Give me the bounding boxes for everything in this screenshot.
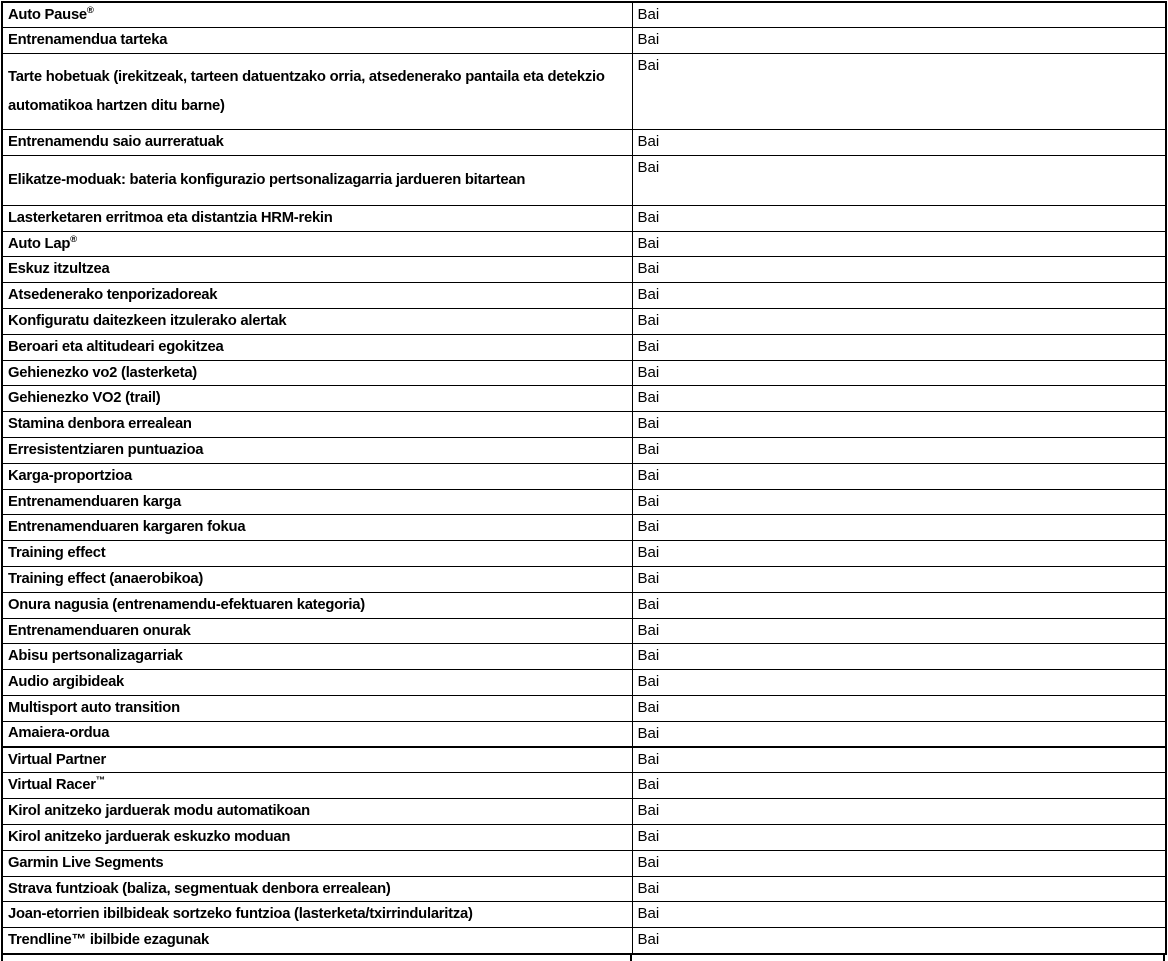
availability-cell (632, 644, 1166, 670)
feature-label: Elikatze-moduak: bateria konfigurazio pertsonalizagarria jardueren bitartean (8, 171, 526, 188)
feature-cell (2, 541, 632, 567)
table-row (2, 205, 1166, 231)
availability-value: Bai (637, 234, 660, 252)
feature-cell (2, 334, 632, 360)
feature-comparison-table (1, 1, 1167, 955)
availability-cell (632, 670, 1166, 696)
availability-value: Bai (637, 363, 660, 381)
table-row (2, 618, 1166, 644)
availability-value: Bai (637, 853, 660, 871)
availability-cell (632, 799, 1166, 825)
table-row (2, 231, 1166, 257)
table-row (2, 28, 1166, 54)
availability-cell (632, 773, 1166, 799)
feature-cell (2, 618, 632, 644)
availability-cell (632, 515, 1166, 541)
availability-cell (632, 489, 1166, 515)
availability-value: Bai (637, 595, 660, 613)
availability-cell (632, 334, 1166, 360)
availability-cell (632, 412, 1166, 438)
availability-value: Bai (637, 31, 660, 49)
table-row (2, 773, 1166, 799)
availability-cell (632, 205, 1166, 231)
availability-value: Bai (637, 905, 660, 923)
feature-label: Entrenamenduaren kargaren fokua (8, 519, 246, 536)
availability-cell (632, 567, 1166, 593)
feature-label: Konfiguratu daitezkeen itzulerako alertak (8, 312, 287, 329)
availability-value: Bai (637, 802, 660, 820)
availability-cell (632, 54, 1166, 130)
feature-cell (2, 515, 632, 541)
availability-cell (632, 463, 1166, 489)
availability-value: Bai (637, 466, 660, 484)
availability-cell (632, 618, 1166, 644)
feature-label: Auto Lap (8, 235, 71, 252)
feature-label: Trendline™ ibilbide ezagunak (8, 931, 210, 948)
feature-label: Stamina denbora errealean (8, 416, 192, 433)
availability-value: Bai (637, 158, 660, 176)
feature-cell (2, 721, 632, 747)
feature-cell (2, 309, 632, 335)
availability-cell (632, 257, 1166, 283)
feature-label: Eskuz itzultzea (8, 261, 110, 278)
table-row (2, 489, 1166, 515)
availability-cell (632, 438, 1166, 464)
clipped-border-left-icon (1, 955, 3, 961)
availability-value: Bai (637, 647, 660, 665)
feature-cell (2, 463, 632, 489)
feature-cell (2, 825, 632, 851)
table-row (2, 567, 1166, 593)
availability-value: Bai (637, 931, 660, 949)
table-row (2, 257, 1166, 283)
feature-cell (2, 644, 632, 670)
feature-cell (2, 592, 632, 618)
feature-label: Beroari eta altitudeari egokitzea (8, 338, 224, 355)
clipped-border-divider-icon (630, 955, 632, 961)
feature-cell (2, 799, 632, 825)
feature-label: Onura nagusia (entrenamendu-efektuaren kategoria) (8, 596, 365, 613)
table-row (2, 309, 1166, 335)
feature-label: Virtual Partner (8, 751, 106, 768)
availability-cell (632, 130, 1166, 156)
feature-cell (2, 928, 632, 954)
availability-cell (632, 28, 1166, 54)
feature-cell (2, 489, 632, 515)
table-row (2, 696, 1166, 722)
availability-value: Bai (637, 492, 660, 510)
availability-cell (632, 231, 1166, 257)
feature-table-body (2, 2, 1166, 954)
availability-cell (632, 541, 1166, 567)
feature-label: Entrenamendua tarteka (8, 32, 168, 49)
table-continuation-stub (1, 955, 1165, 961)
feature-label: Lasterketaren erritmoa eta distantzia HRM-rekin (8, 209, 333, 226)
availability-value: Bai (637, 621, 660, 639)
availability-value: Bai (637, 260, 660, 278)
trademark-symbol: ™ (95, 775, 106, 787)
table-row (2, 386, 1166, 412)
availability-cell (632, 721, 1166, 747)
table-row (2, 644, 1166, 670)
feature-cell (2, 257, 632, 283)
table-row (2, 928, 1166, 954)
table-row (2, 902, 1166, 928)
table-row (2, 799, 1166, 825)
feature-cell (2, 205, 632, 231)
availability-cell (632, 155, 1166, 205)
feature-label: Training effect (8, 545, 106, 562)
feature-label: Gehienezko vo2 (lasterketa) (8, 364, 197, 381)
table-row (2, 876, 1166, 902)
availability-value: Bai (637, 518, 660, 536)
table-row (2, 721, 1166, 747)
feature-cell (2, 567, 632, 593)
table-row (2, 463, 1166, 489)
feature-label: Tarte hobetuak (irekitzeak, tarteen datuentzako orria, atsedenerako pantaila eta detekzio automatikoa hartzen ditu barne) (8, 68, 605, 114)
availability-value: Bai (637, 389, 660, 407)
feature-cell (2, 902, 632, 928)
availability-value: Bai (637, 6, 660, 23)
feature-cell (2, 54, 632, 130)
feature-label: Kirol anitzeko jarduerak modu automatikoan (8, 803, 310, 820)
availability-value: Bai (637, 337, 660, 355)
availability-cell (632, 850, 1166, 876)
table-row (2, 360, 1166, 386)
clipped-border-right-icon (1163, 955, 1165, 961)
availability-value: Bai (637, 724, 660, 742)
document-page (1, 1, 1167, 961)
feature-label: Entrenamenduaren onurak (8, 622, 191, 639)
table-row (2, 334, 1166, 360)
availability-cell (632, 928, 1166, 954)
feature-label: Multisport auto transition (8, 699, 180, 716)
feature-cell (2, 438, 632, 464)
feature-cell (2, 283, 632, 309)
availability-value: Bai (637, 828, 660, 846)
table-row (2, 412, 1166, 438)
table-row (2, 541, 1166, 567)
feature-label: Virtual Racer (8, 777, 96, 794)
availability-value: Bai (637, 312, 660, 330)
availability-value: Bai (637, 699, 660, 717)
table-row (2, 825, 1166, 851)
availability-cell (632, 283, 1166, 309)
availability-value: Bai (637, 133, 660, 151)
table-row (2, 670, 1166, 696)
availability-cell (632, 386, 1166, 412)
availability-value: Bai (637, 879, 660, 897)
availability-cell (632, 592, 1166, 618)
feature-cell (2, 360, 632, 386)
table-row (2, 747, 1166, 773)
table-row (2, 130, 1166, 156)
table-row (2, 155, 1166, 205)
table-row (2, 515, 1166, 541)
feature-label: Audio argibideak (8, 674, 125, 691)
feature-cell (2, 155, 632, 205)
availability-cell (632, 696, 1166, 722)
table-row (2, 592, 1166, 618)
availability-cell (632, 747, 1166, 773)
trademark-symbol: ® (70, 233, 78, 245)
table-row (2, 438, 1166, 464)
feature-cell (2, 231, 632, 257)
availability-cell (632, 825, 1166, 851)
feature-label: Joan-etorrien ibilbideak sortzeko funtzioa (lasterketa/txirrindularitza) (8, 906, 473, 923)
availability-value: Bai (637, 751, 660, 769)
feature-label: Garmin Live Segments (8, 854, 164, 871)
availability-value: Bai (637, 544, 660, 562)
availability-value: Bai (637, 57, 660, 75)
availability-value: Bai (637, 415, 660, 433)
table-row (2, 283, 1166, 309)
feature-cell (2, 850, 632, 876)
availability-value: Bai (637, 570, 660, 588)
feature-cell (2, 386, 632, 412)
feature-cell (2, 130, 632, 156)
table-row (2, 54, 1166, 130)
availability-cell (632, 309, 1166, 335)
feature-label: Kirol anitzeko jarduerak eskuzko moduan (8, 828, 291, 845)
availability-cell (632, 360, 1166, 386)
table-row (2, 850, 1166, 876)
trademark-symbol: ® (86, 4, 94, 16)
availability-cell (632, 2, 1166, 28)
availability-value: Bai (637, 441, 660, 459)
feature-label: Training effect (anaerobikoa) (8, 570, 204, 587)
feature-cell (2, 747, 632, 773)
feature-label: Gehienezko VO2 (trail) (8, 390, 161, 407)
feature-cell (2, 28, 632, 54)
table-row (2, 2, 1166, 28)
availability-value: Bai (637, 673, 660, 691)
feature-label: Karga-proportzioa (8, 467, 132, 484)
feature-cell (2, 2, 632, 28)
feature-label: Amaiera-ordua (8, 725, 110, 742)
feature-label: Entrenamenduaren karga (8, 493, 181, 510)
feature-label: Erresistentziaren puntuazioa (8, 441, 204, 458)
feature-label: Atsedenerako tenporizadoreak (8, 287, 218, 304)
feature-cell (2, 773, 632, 799)
feature-cell (2, 670, 632, 696)
feature-label: Strava funtzioak (baliza, segmentuak denbora errealean) (8, 880, 391, 897)
availability-value: Bai (637, 286, 660, 304)
feature-cell (2, 412, 632, 438)
feature-cell (2, 696, 632, 722)
feature-label: Auto Pause (8, 6, 87, 23)
feature-cell (2, 876, 632, 902)
feature-label: Entrenamendu saio aurreratuak (8, 133, 224, 150)
availability-cell (632, 902, 1166, 928)
availability-cell (632, 876, 1166, 902)
availability-value: Bai (637, 208, 660, 226)
availability-value: Bai (637, 776, 660, 794)
feature-label: Abisu pertsonalizagarriak (8, 648, 183, 665)
